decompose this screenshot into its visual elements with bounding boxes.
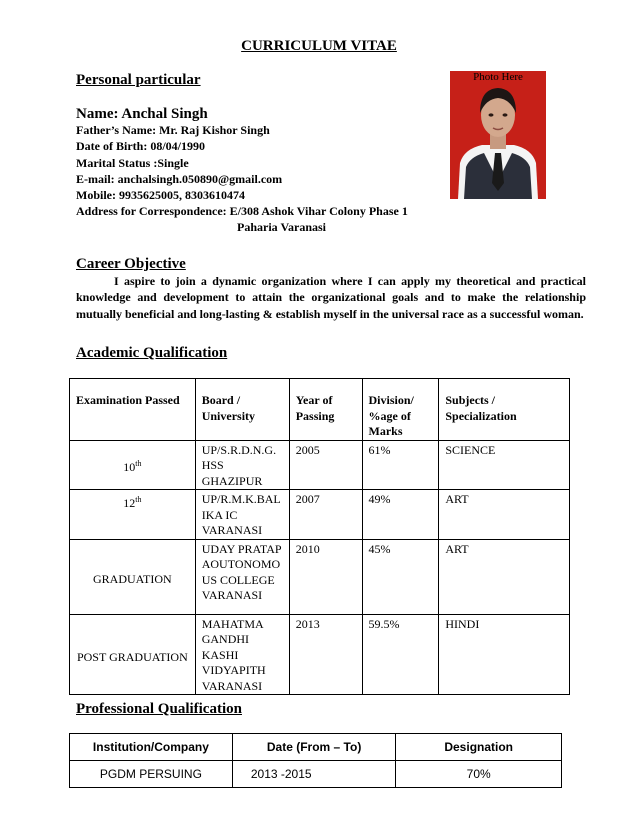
exam-cell: GRADUATION <box>70 539 196 614</box>
table-row <box>70 440 570 490</box>
career-heading: Career Objective <box>76 256 186 272</box>
header-subject: Subjects / Specialization <box>439 379 570 441</box>
exam-cell: 10th <box>70 440 196 490</box>
header-board: Board / University <box>195 379 289 441</box>
father-name: Father’s Name: Mr. Raj Kishor Singh <box>76 123 270 137</box>
board-cell: MAHATMA GANDHI KASHI VIDYAPITH VARANASI <box>195 614 289 695</box>
professional-table <box>69 733 562 788</box>
candidate-name: Name: Anchal Singh <box>76 106 208 122</box>
subject-cell: SCIENCE <box>439 440 570 490</box>
date-of-birth: Date of Birth: 08/04/1990 <box>76 139 205 153</box>
institution-cell: PGDM PERSUING <box>70 761 233 788</box>
academic-heading: Academic Qualification <box>76 345 228 361</box>
header-exam: Examination Passed <box>70 379 196 441</box>
table-row <box>70 614 570 695</box>
header-date: Date (From – To) <box>232 734 396 761</box>
year-cell: 2010 <box>289 539 362 614</box>
board-cell: UP/S.R.D.N.G. HSS GHAZIPUR <box>195 440 289 490</box>
subject-cell: ART <box>439 539 570 614</box>
table-header-row <box>70 379 570 441</box>
year-cell: 2013 <box>289 614 362 695</box>
header-designation: Designation <box>396 734 562 761</box>
profile-photo <box>450 71 546 199</box>
personal-heading: Personal particular <box>76 72 201 88</box>
marital-status: Marital Status :Single <box>76 156 189 170</box>
person-portrait-icon <box>450 71 546 199</box>
header-year: Year of Passing <box>289 379 362 441</box>
subject-cell: HINDI <box>439 614 570 695</box>
table-row <box>70 490 570 540</box>
career-objective-text: I aspire to join a dynamic organization where I can apply my theoretical and practical knowledge and development to attain the organizational goals and to make the relationship mutually beneficial and long-lasting & establish myself in the universal race as a successful woman. <box>76 274 586 321</box>
date-cell: 2013 -2015 <box>232 761 396 788</box>
marks-cell: 61% <box>362 440 439 490</box>
exam-cell: POST GRADUATION <box>70 614 196 695</box>
marks-cell: 49% <box>362 490 439 540</box>
document-title: CURRICULUM VITAE <box>241 38 397 54</box>
year-cell: 2005 <box>289 440 362 490</box>
table-header-row <box>70 734 562 761</box>
year-cell: 2007 <box>289 490 362 540</box>
board-cell: UP/R.M.K.BAL IKA IC VARANASI <box>195 490 289 540</box>
address-line-1: Address for Correspondence: E/308 Ashok Vihar Colony Phase 1 <box>76 204 408 218</box>
academic-table <box>69 378 570 695</box>
subject-cell: ART <box>439 490 570 540</box>
table-row <box>70 761 562 788</box>
address-line-2: Paharia Varanasi <box>237 220 327 234</box>
exam-cell: 12th <box>70 490 196 540</box>
professional-heading: Professional Qualification <box>76 701 242 717</box>
email: E-mail: anchalsingh.050890@gmail.com <box>76 172 283 186</box>
marks-cell: 59.5% <box>362 614 439 695</box>
designation-cell: 70% <box>396 761 562 788</box>
header-marks: Division/ %age of Marks <box>362 379 439 441</box>
photo-label: Photo Here <box>473 71 523 83</box>
marks-cell: 45% <box>362 539 439 614</box>
header-institution: Institution/Company <box>70 734 233 761</box>
mobile: Mobile: 9935625005, 8303610474 <box>76 188 245 202</box>
table-row <box>70 539 570 614</box>
board-cell: UDAY PRATAP AOUTONOMO US COLLEGE VARANASI <box>195 539 289 614</box>
